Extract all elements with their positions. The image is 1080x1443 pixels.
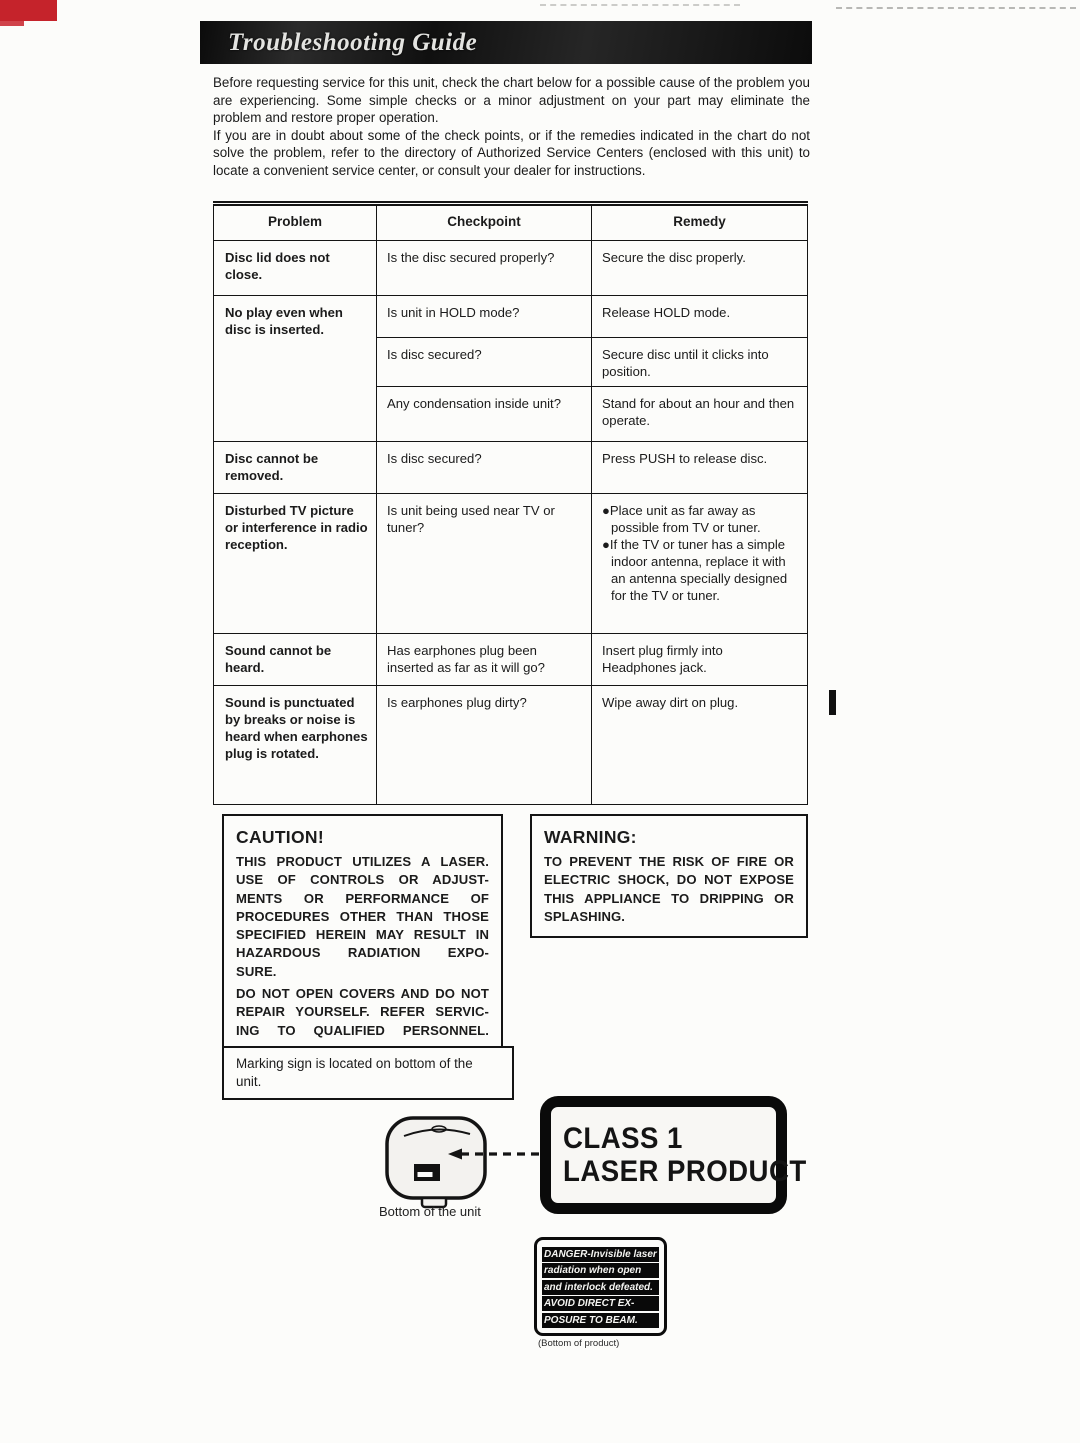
- table-row: [214, 296, 808, 338]
- remedy-cell: Press PUSH to release disc.: [592, 442, 808, 494]
- text-line: SURE.: [236, 963, 277, 979]
- scan-artifact-red-corner: [0, 0, 57, 21]
- text-line: DO NOT OPEN COVERS AND DO NOT: [236, 986, 489, 1002]
- text-line: PROCEDURES OTHER THAN THOSE: [236, 908, 489, 924]
- remedy-bullet: ●Place unit as far away as possible from TV or tuner.: [602, 503, 761, 535]
- intro-text: [213, 74, 810, 180]
- warning-box: [530, 814, 808, 938]
- problem-cell: Disc lid does not close.: [214, 241, 377, 296]
- text-line: POSURE TO BEAM.: [542, 1313, 659, 1328]
- text-line: THIS PRODUCT UTILIZES A LASER.: [236, 854, 489, 869]
- section-header: [200, 21, 812, 64]
- checkpoint-cell: Is unit being used near TV or tuner?: [377, 494, 592, 634]
- intro-paragraph-1: Before requesting service for this unit, check the chart below for a possible cause of the problem you are experiencing. Some simple checks or a minor adjustment on your part may eliminate the problem and restore proper operation.: [213, 75, 810, 126]
- checkpoint-cell: Has earphones plug been inserted as far as it will go?: [377, 634, 592, 686]
- text-line: THIS APPLIANCE TO DRIPPING OR: [544, 890, 794, 906]
- text-line: TO PREVENT THE RISK OF FIRE OR: [544, 854, 794, 869]
- caution-text-block-1: [236, 853, 489, 981]
- warning-text-block: [544, 853, 794, 926]
- text-line: MENTS OR PERFORMANCE OF: [236, 890, 489, 906]
- table-row: [214, 686, 808, 805]
- text-line: AVOID DIRECT EX-: [542, 1296, 659, 1311]
- checkpoint-cell: Is the disc secured properly?: [377, 241, 592, 296]
- checkpoint-cell: Is disc secured?: [377, 338, 592, 387]
- remedy-cell: [592, 494, 808, 634]
- caution-title: CAUTION!: [236, 827, 324, 847]
- checkpoint-cell: Is unit in HOLD mode?: [377, 296, 592, 338]
- section-title: Troubleshooting Guide: [228, 28, 478, 56]
- scan-artifact-top-dashes: [836, 7, 1076, 9]
- danger-label-caption: (Bottom of product): [538, 1338, 620, 1349]
- scan-artifact-top-dashes: [540, 4, 740, 6]
- text-line: ING TO QUALIFIED PERSONNEL.: [236, 1022, 489, 1038]
- table-row: [214, 494, 808, 634]
- remedy-cell: Secure disc until it clicks into position.: [592, 338, 808, 387]
- col-header-problem: Problem: [214, 204, 377, 241]
- class-label-line-1: CLASS 1: [563, 1122, 683, 1155]
- table-row: [214, 442, 808, 494]
- text-line: and interlock defeated.: [542, 1280, 659, 1295]
- text-line: REPAIR YOURSELF. REFER SERVIC-: [236, 1004, 489, 1020]
- caution-box: [222, 814, 503, 1052]
- marking-note-box: [222, 1046, 514, 1100]
- remedy-cell: Insert plug firmly into Headphones jack.: [592, 634, 808, 686]
- scan-artifact-right-tick: [829, 690, 836, 715]
- device-caption: Bottom of the unit: [379, 1204, 481, 1219]
- text-line: radiation when open: [542, 1263, 659, 1278]
- text-line: ELECTRIC SHOCK, DO NOT EXPOSE: [544, 872, 794, 888]
- text-line: DANGER-Invisible laser: [542, 1247, 659, 1262]
- danger-laser-label: [534, 1237, 667, 1336]
- col-header-remedy: Remedy: [592, 204, 808, 241]
- problem-cell: Disc cannot be removed.: [214, 442, 377, 494]
- dashed-arrow-icon: [448, 1146, 548, 1162]
- troubleshooting-table: [213, 201, 808, 805]
- problem-cell: Disturbed TV picture or interference in radio reception.: [214, 494, 377, 634]
- checkpoint-cell: Any condensation inside unit?: [377, 387, 592, 442]
- text-line: SPLASHING.: [544, 908, 626, 924]
- table-row: [214, 634, 808, 686]
- text-line: HAZARDOUS RADIATION EXPO-: [236, 945, 489, 961]
- remedy-cell: Wipe away dirt on plug.: [592, 686, 808, 805]
- intro-paragraph-2: If you are in doubt about some of the check points, or if the remedies indicated in the chart do not solve the problem, refer to the directory of Authorized Service Centers (enclosed with this unit) to locate a convenient service center, or consult your dealer for instructions.: [213, 127, 810, 178]
- class1-laser-label: [540, 1096, 807, 1214]
- table-row: [214, 241, 808, 296]
- checkpoint-cell: Is earphones plug dirty?: [377, 686, 592, 805]
- col-header-checkpoint: Checkpoint: [377, 204, 592, 241]
- problem-cell: Sound is punctuated by breaks or noise is heard when earphones plug is rotated.: [214, 686, 377, 805]
- problem-cell: Sound cannot be heard.: [214, 634, 377, 686]
- table-header-row: [214, 204, 808, 241]
- text-line: USE OF CONTROLS OR ADJUST-: [236, 872, 489, 888]
- class-label-line-2: LASER PRODUCT: [563, 1155, 807, 1188]
- remedy-cell: Release HOLD mode.: [592, 296, 808, 338]
- text-line: SPECIFIED HEREIN MAY RESULT IN: [236, 927, 489, 943]
- caution-text-block-2: [236, 985, 489, 1040]
- warning-title: WARNING:: [544, 827, 637, 847]
- marking-note-text: Marking sign is located on bottom of the unit.: [236, 1056, 473, 1089]
- remedy-cell: Stand for about an hour and then operate.: [592, 387, 808, 442]
- checkpoint-cell: Is disc secured?: [377, 442, 592, 494]
- remedy-bullet: ●If the TV or tuner has a simple indoor antenna, replace it with an antenna specially designed for the TV or tuner.: [602, 537, 788, 603]
- problem-cell: No play even when disc is inserted.: [214, 296, 377, 442]
- scan-artifact-red-streak: [0, 21, 24, 26]
- remedy-cell: Secure the disc properly.: [592, 241, 808, 296]
